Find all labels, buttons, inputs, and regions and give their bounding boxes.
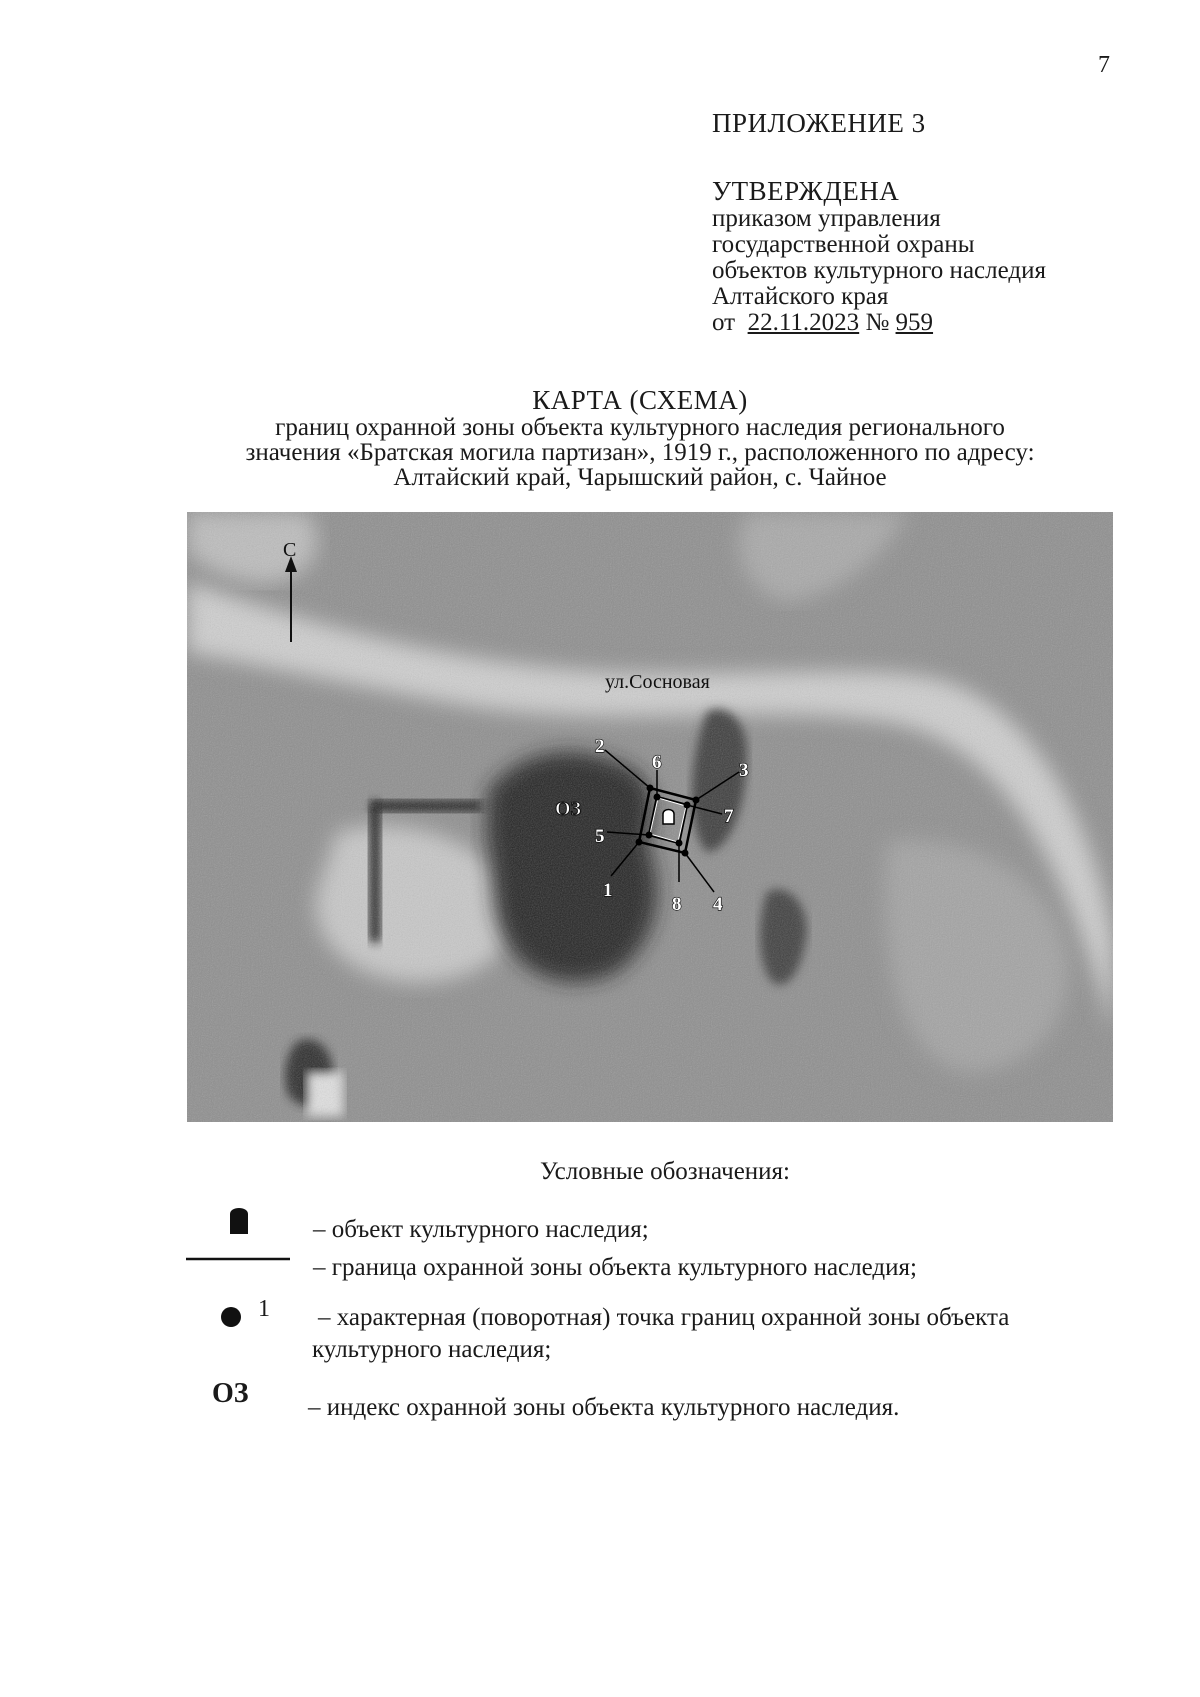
legend-text-line: культурного наследия; bbox=[312, 1336, 552, 1363]
order-line: государственной охраны bbox=[712, 231, 975, 258]
date-prefix: от bbox=[712, 309, 736, 336]
order-date: 22.11.2023 bbox=[747, 309, 860, 336]
point-label: 7 bbox=[724, 806, 734, 827]
point-label: 8 bbox=[672, 894, 682, 915]
legend-item-zone-index: – индекс охранной зоны объекта культурного наследия. bbox=[308, 1394, 900, 1421]
legend-item-zone-boundary: – граница охранной зоны объекта культурного наследия; bbox=[313, 1254, 917, 1281]
map-title: КАРТА (СХЕМА) bbox=[532, 385, 748, 415]
map-title-block bbox=[160, 385, 1120, 491]
street-label: ул.Сосновая bbox=[605, 671, 710, 693]
boundary-point-icon bbox=[693, 797, 700, 804]
page-number: 7 bbox=[1098, 52, 1110, 78]
boundary-point-icon bbox=[684, 802, 691, 809]
boundary-point-icon bbox=[220, 1306, 242, 1328]
order-line: объектов культурного наследия bbox=[712, 257, 1046, 284]
legend-item-heritage-object: – объект культурного наследия; bbox=[313, 1216, 649, 1243]
point-label: 1 bbox=[603, 880, 613, 901]
point-symbol-label: 1 bbox=[258, 1296, 270, 1322]
appendix-label: ПРИЛОЖЕНИЕ 3 bbox=[712, 108, 926, 138]
legend-text-line: – характерная (поворотная) точка границ охранной зоны объекта bbox=[318, 1304, 1010, 1331]
number-sign: № bbox=[865, 309, 890, 336]
monument-icon bbox=[663, 810, 674, 825]
point-label: 3 bbox=[739, 760, 749, 781]
legend-title: Условные обозначения: bbox=[539, 1158, 791, 1185]
boundary-point-icon bbox=[654, 794, 661, 801]
zone-index-symbol: ОЗ bbox=[212, 1378, 249, 1409]
order-date-line bbox=[712, 310, 1046, 336]
order-number: 959 bbox=[895, 309, 934, 336]
point-label: 4 bbox=[713, 894, 723, 915]
title-line: границ охранной зоны объекта культурного наследия регионального bbox=[275, 414, 1005, 441]
point-label: 6 bbox=[652, 752, 662, 773]
order-line: Алтайского края bbox=[712, 283, 889, 310]
title-line: значения «Братская могила партизан», 1919 г., расположенного по адресу: bbox=[245, 439, 1035, 466]
order-reference bbox=[712, 206, 1046, 336]
boundary-point-icon bbox=[682, 850, 689, 857]
point-label: 2 bbox=[595, 736, 605, 757]
order-line: приказом управления bbox=[712, 205, 941, 232]
map-image bbox=[187, 512, 1113, 1122]
boundary-point-icon bbox=[636, 839, 643, 846]
monument-icon bbox=[226, 1204, 252, 1236]
approved-label: УТВЕРЖДЕНА bbox=[712, 176, 900, 206]
title-line: Алтайский край, Чарышский район, с. Чайное bbox=[393, 464, 887, 491]
boundary-point-icon bbox=[646, 832, 653, 839]
boundary-point-icon bbox=[676, 840, 683, 847]
zone-label: ОЗ bbox=[555, 798, 582, 820]
north-label: С bbox=[283, 539, 297, 561]
boundary-point-icon bbox=[647, 785, 654, 792]
legend-item-boundary-point bbox=[312, 1302, 1138, 1366]
boundary-line-icon bbox=[186, 1256, 290, 1262]
point-label: 5 bbox=[595, 826, 605, 847]
